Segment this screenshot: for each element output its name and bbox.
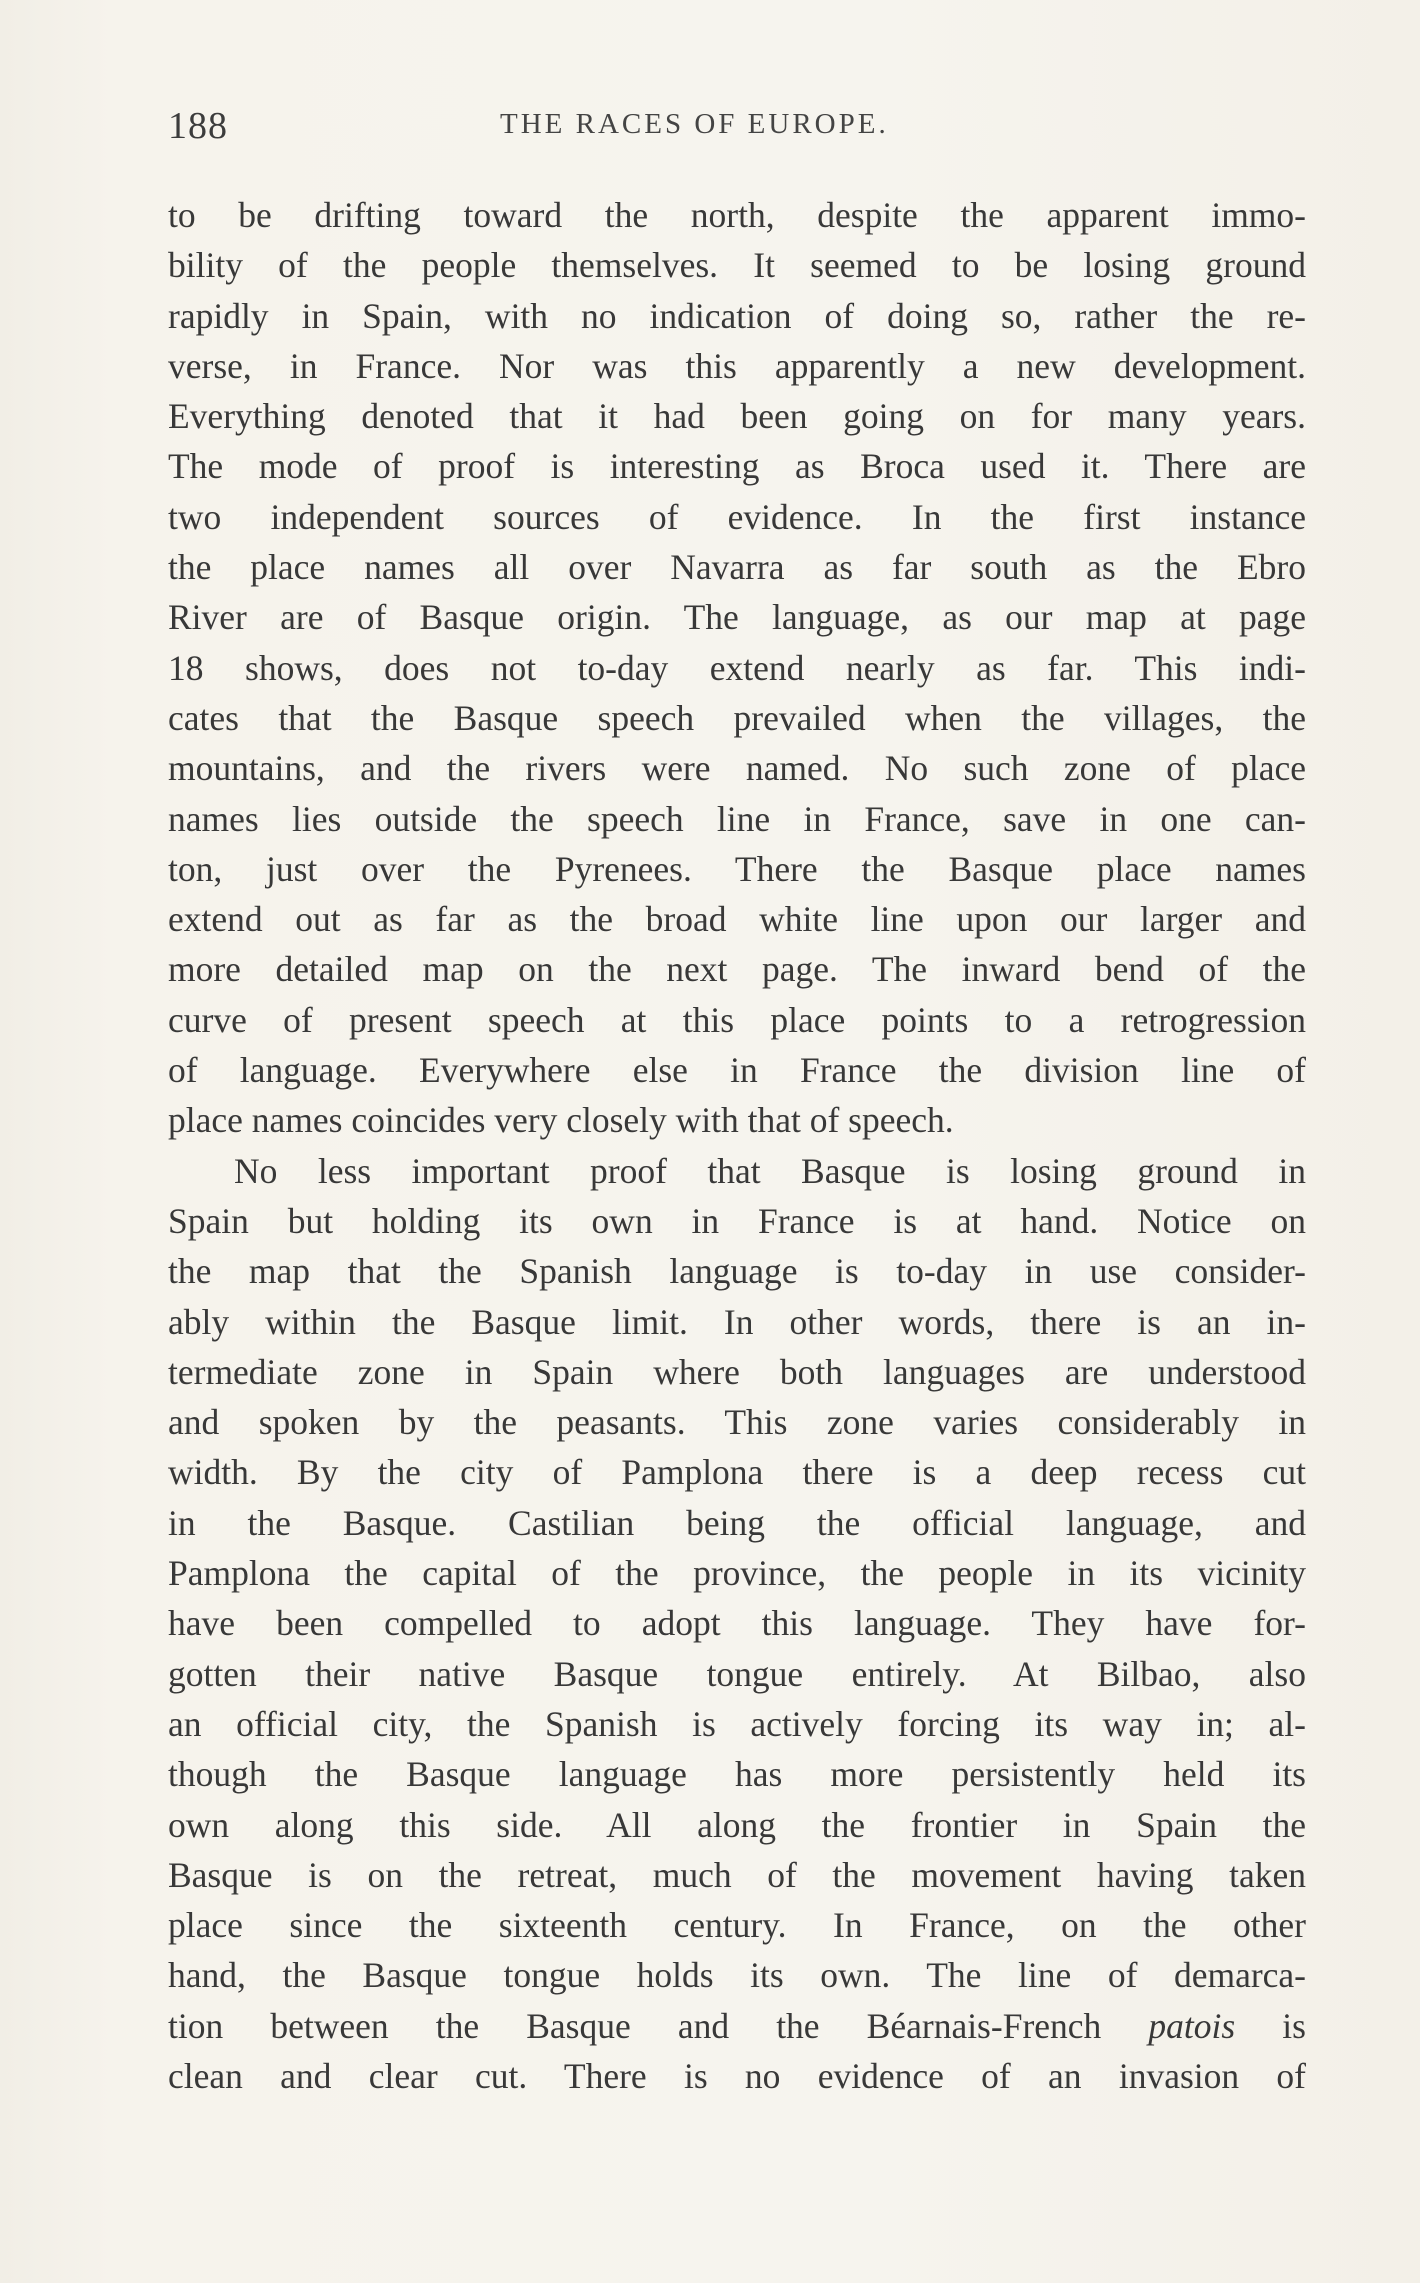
text-line: River are of Basque origin. The language, as our map at page	[168, 597, 1306, 638]
text-line: cates that the Basque speech prevailed when the villages, the	[168, 697, 1306, 738]
text-line: though the Basque language has more persistently held its	[168, 1754, 1306, 1795]
text-line: ably within the Basque limit. In other words, there is an in-	[168, 1301, 1306, 1342]
text-line: mountains, and the rivers were named. No such zone of place	[168, 748, 1306, 789]
text-line: width. By the city of Pamplona there is a deep recess cut	[168, 1452, 1306, 1493]
text-line: the place names all over Navarra as far south as the Ebro	[168, 547, 1306, 588]
text-line: gotten their native Basque tongue entirely. At Bilbao, also	[168, 1653, 1306, 1694]
text-line: Basque is on the retreat, much of the movement having taken	[168, 1854, 1306, 1895]
text-line: clean and clear cut. There is no evidence of an invasion of	[168, 2055, 1306, 2096]
text-line	[168, 2001, 1306, 2051]
text-line: 18 shows, does not to-day extend nearly as far. This indi-	[168, 647, 1306, 688]
running-head	[168, 100, 1306, 150]
text-line: an official city, the Spanish is actively forcing its way in; al-	[168, 1703, 1306, 1744]
italic-word: patois	[1148, 2005, 1236, 2046]
text-run: is	[1235, 2005, 1306, 2046]
text-line: have been compelled to adopt this language. They have for-	[168, 1603, 1306, 1644]
text-line: ton, just over the Pyrenees. There the Basque place names	[168, 848, 1306, 889]
text-line: of language. Everywhere else in France the division line of	[168, 1050, 1306, 1091]
text-line: in the Basque. Castilian being the official language, and	[168, 1502, 1306, 1543]
text-line: two independent sources of evidence. In the first instance	[168, 496, 1306, 537]
text-line: names lies outside the speech line in France, save in one can-	[168, 798, 1306, 839]
running-title: THE RACES OF EUROPE.	[500, 108, 889, 140]
text-line: curve of present speech at this place points to a retrogression	[168, 999, 1306, 1040]
text-line: the map that the Spanish language is to-day in use consider-	[168, 1251, 1306, 1292]
text-line: place names coincides very closely with that of speech.	[168, 1100, 954, 1141]
page-number: 188	[168, 105, 228, 147]
text-line: more detailed map on the next page. The inward bend of the	[168, 949, 1306, 990]
text-line: extend out as far as the broad white line upon our larger and	[168, 899, 1306, 940]
text-line: bility of the people themselves. It seemed to be losing ground	[168, 245, 1306, 286]
text-run: tion between the Basque and the Béarnais-French	[168, 2005, 1149, 2046]
text-line: The mode of proof is interesting as Broca used it. There are	[168, 446, 1306, 487]
text-line: Pamplona the capital of the province, the people in its vicinity	[168, 1553, 1306, 1594]
text-line: verse, in France. Nor was this apparently a new development.	[168, 345, 1306, 386]
text-line: hand, the Basque tongue holds its own. The line of demarca-	[168, 1955, 1306, 1996]
text-line: own along this side. All along the frontier in Spain the	[168, 1804, 1306, 1845]
text-line: to be drifting toward the north, despite the apparent immo-	[168, 195, 1306, 235]
text-line: and spoken by the peasants. This zone varies considerably in	[168, 1402, 1306, 1443]
text-line: Spain but holding its own in France is at hand. Notice on	[168, 1200, 1306, 1241]
text-line: termediate zone in Spain where both languages are understood	[168, 1351, 1306, 1392]
text-line: No less important proof that Basque is losing ground in	[234, 1150, 1306, 1191]
body-text	[168, 190, 1306, 2101]
text-line: rapidly in Spain, with no indication of doing so, rather the re-	[168, 295, 1306, 336]
text-line: Everything denoted that it had been going on for many years.	[168, 396, 1306, 437]
text-line: place since the sixteenth century. In France, on the other	[168, 1905, 1306, 1946]
